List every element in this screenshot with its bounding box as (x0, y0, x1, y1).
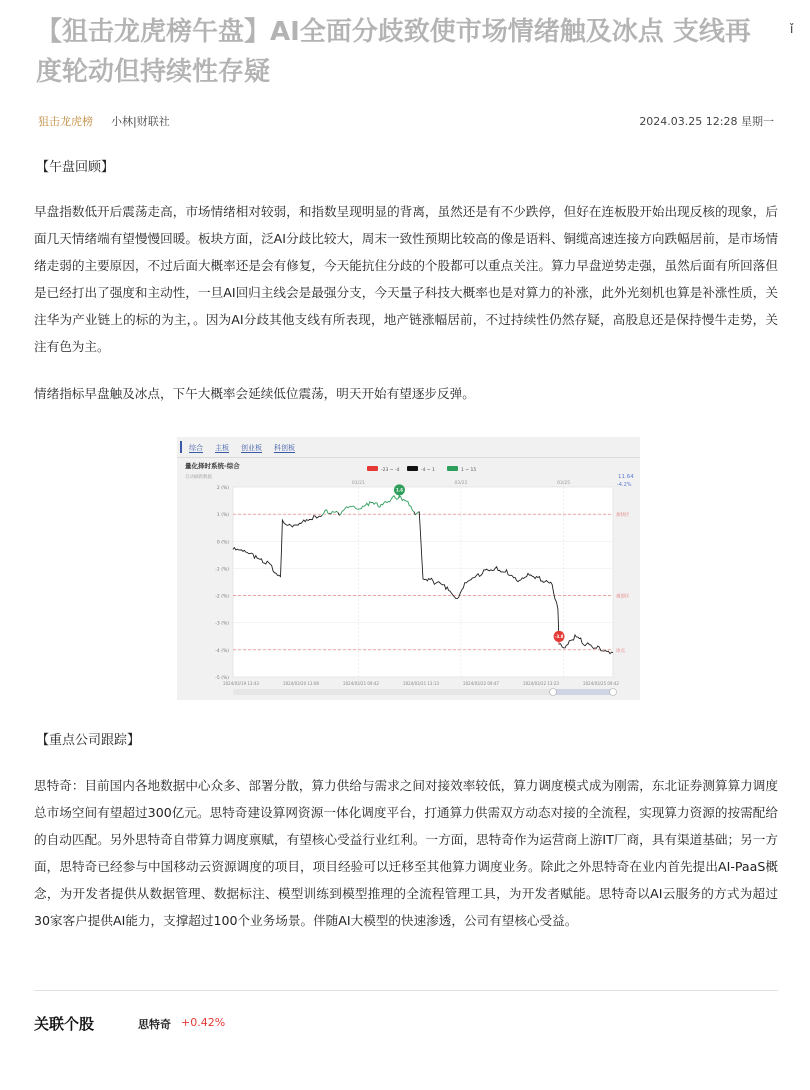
related-stock-change: +0.42% (181, 1016, 226, 1029)
chart-tab-3: 科创板 (274, 444, 295, 452)
review-heading: 【午盘回顾】 (36, 160, 115, 175)
range-slider-handle-left (550, 689, 557, 696)
chart-tab-underline-1 (215, 452, 229, 453)
article-title: 【狙击龙虎榜午盘】AI全面分歧致使市场情绪触及冰点 支线再度轮动但持续性存疑 (36, 17, 751, 87)
chart-tab-indicator (180, 441, 182, 453)
chart-top-pct: -4.2% (617, 482, 632, 488)
chart-top-value: 11.64 (618, 474, 634, 480)
plot-area (233, 487, 613, 677)
divider (34, 990, 778, 991)
author: 小林|财联社 (111, 115, 170, 128)
chart-tab-underline-2 (241, 452, 262, 453)
x-tick-4: 2024/03/22 09:47 (463, 681, 499, 686)
sentiment-chart (177, 437, 640, 700)
chart-tab-underline-3 (274, 452, 295, 453)
x-tick-0: 2024/03/19 13:43 (223, 681, 259, 686)
x-tick-1: 2024/03/20 13:08 (283, 681, 319, 686)
legend-label-0: -23 ~ -4 (381, 468, 400, 473)
legend-label-1: -4 ~ 1 (421, 468, 435, 473)
review-paragraph: 早盘指数低开后震荡走高，市场情绪相对较弱，和指数呈现明显的背离，虽然还是有不少跌停，但好在连板股开始出现反核的现象，后面几天情绪端有望慢慢回暖。板块方面，泛AI分歧比较大，周末一致性预期比较高的像是语料、铜缆高速连接方向跌幅居前，是市场情绪走弱的主要原因，不过后面大概率还是会有修复，今天能抗住分歧的个股都可以重点关注。算力早盘逆势走强，虽然后面有所回落但是已经打出了强度和主动性，一旦AI回归主线会是最强分支，今天量子科技大概率也是对算力的补涨，此外光刻机也算是补涨性质，关注华为产业链上的标的为主，。因为AI分歧其他支线有所表现，地产链涨幅居前，不过持续性仍然存疑，高股息还是保持慢牛走势，关注有色为主。 (34, 204, 778, 354)
publish-datetime: 2024.03.25 12:28 星期一 (639, 115, 774, 128)
y-tick-4: -2 (%) (215, 594, 229, 600)
ref-label-0: 加快区 (616, 513, 630, 519)
sentiment-paragraph: 情绪指标早盘触及冰点，下午大概率会延续低位震荡，明天开始有望逐步反弹。 (34, 386, 475, 401)
x-tick-5: 2024/03/22 13:23 (523, 681, 559, 686)
chart-tab-1: 主板 (215, 444, 229, 452)
article-meta (38, 113, 778, 129)
legend-swatch-0 (367, 466, 378, 471)
y-tick-3: -1 (%) (215, 567, 229, 573)
corner-mark: ǐ (790, 22, 794, 36)
range-slider-window (553, 689, 613, 695)
column-tag[interactable]: 狙击龙虎榜 (38, 115, 93, 128)
y-tick-2: 0 (%) (216, 540, 229, 546)
ref-label-1: 观望区 (616, 594, 630, 600)
x-tick-2: 2024/03/21 09:42 (343, 681, 379, 686)
focus-paragraph: 思特奇：目前国内各地数据中心众多、部署分散，算力供给与需求之间对接效率较低，算力调度模式成为刚需，东北证券测算算力调度总市场空间有望超过300亿元。思特奇建设算网资源一体化调度平台，打通算力供需双方动态对接的全流程，实现算力资源的按需配给的自动匹配。另外思特奇自带算力调度禀赋，有望核心受益行业红利。一方面，思特奇作为运营商上游IT厂商，具有渠道基础；另一方面，思特奇已经参与中国移动云资源调度的项目，项目经验可以迁移至其他算力调度业务。除此之外思特奇在业内首先提出AI-PaaS概念，为开发者提供从数据管理、数据标注、模型训练到模型推理的全流程管理工具，为开发者赋能。思特奇以AI云服务的方式为超过30家客户提供AI能力，支撑超过100个业务场景。伴随AI大模型的快速渗透，公司有望核心受益。 (34, 778, 778, 928)
chart-tab-underline-0 (189, 452, 203, 453)
marker-label-1: -3.8 (554, 634, 564, 640)
day-label-2: 03/25 (557, 481, 571, 486)
marker-label-0: 1.6 (395, 487, 403, 493)
chart-tab-2: 创业板 (241, 444, 262, 452)
chart-tab-0: 综合 (189, 444, 203, 452)
range-slider-handle-right (610, 689, 617, 696)
chart-tab-divider (177, 457, 640, 458)
related-stock-name[interactable]: 思特奇 (138, 1018, 171, 1031)
legend-swatch-1 (407, 466, 418, 471)
day-label-1: 03/22 (454, 481, 468, 486)
related-stocks (34, 1013, 778, 1033)
legend-label-2: 1 ~ 15 (461, 468, 477, 473)
chart-subtitle: 自动刷新数据 (185, 475, 212, 480)
x-tick-6: 2024/03/25 09:42 (583, 681, 619, 686)
day-label-0: 03/21 (351, 481, 365, 486)
x-tick-3: 2024/03/21 13:13 (403, 681, 439, 686)
y-tick-6: -4 (%) (215, 648, 229, 654)
chart-svg (177, 437, 640, 700)
y-tick-1: 1 (%) (216, 513, 229, 519)
y-tick-0: 2 (%) (216, 486, 229, 491)
y-tick-7: -5 (%) (215, 676, 229, 681)
ref-label-2: 冰点 (616, 648, 625, 654)
chart-title: 量化择时系统-综合 (185, 462, 240, 470)
y-tick-5: -3 (%) (215, 621, 229, 627)
focus-heading: 【重点公司跟踪】 (36, 733, 141, 748)
legend-swatch-2 (447, 466, 458, 471)
related-label: 关联个股 (34, 1015, 95, 1033)
